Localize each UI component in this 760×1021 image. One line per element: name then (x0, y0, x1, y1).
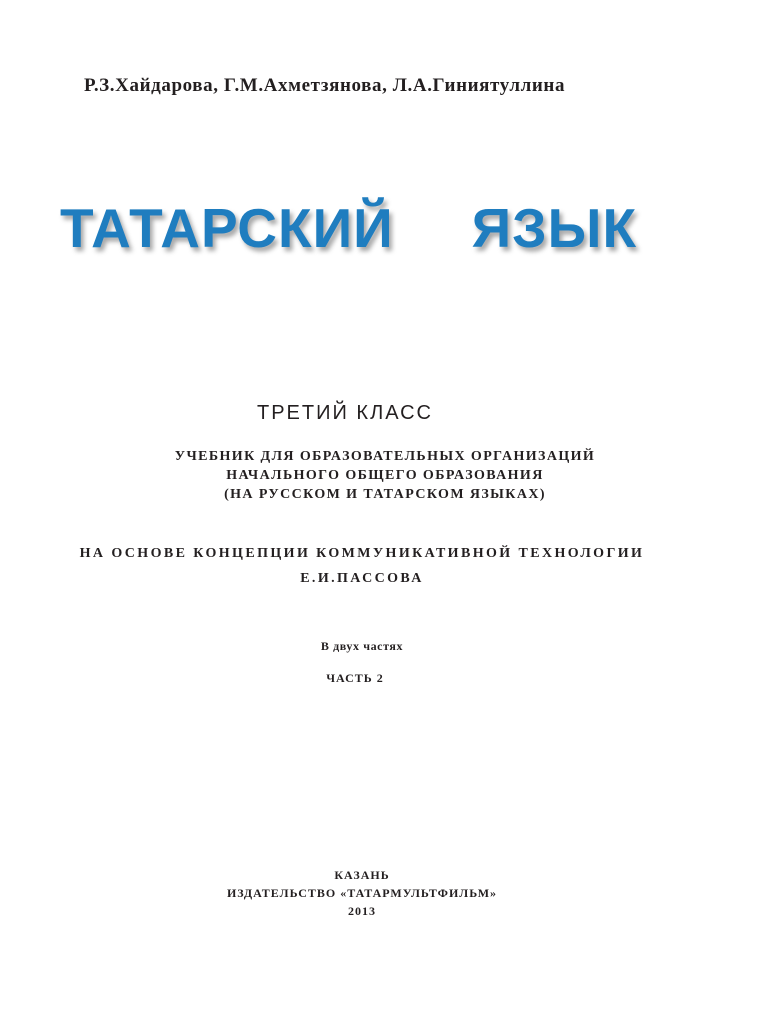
textbook-line-3: (НА РУССКОМ И ТАТАРСКОМ ЯЗЫКАХ) (224, 487, 546, 502)
authors: Р.З.Хайдарова, Г.М.Ахметзянова, Л.А.Гиниятуллина (84, 75, 566, 96)
publisher-block (0, 866, 724, 920)
book-title-word-1: ТАТАРСКИЙ (60, 197, 394, 259)
textbook-line-1: УЧЕБНИК ДЛЯ ОБРАЗОВАТЕЛЬНЫХ ОРГАНИЗАЦИЙ (174, 449, 596, 464)
parts-note: В двух частях (320, 639, 404, 653)
book-title-word-2: ЯЗЫК (471, 197, 638, 259)
grade-label: ТРЕТИЙ КЛАСС (257, 402, 433, 424)
book-title (60, 196, 637, 260)
textbook-line-2: НАЧАЛЬНОГО ОБЩЕГО ОБРАЗОВАНИЯ (226, 468, 544, 483)
publisher-year: 2013 (348, 904, 376, 918)
part-number: ЧАСТЬ 2 (326, 671, 384, 685)
textbook-description (0, 447, 760, 504)
publisher-city: КАЗАНЬ (334, 868, 390, 882)
concept-line-2: Е.И.ПАССОВА (300, 571, 424, 586)
concept-description (0, 541, 724, 591)
concept-line-1: НА ОСНОВЕ КОНЦЕПЦИИ КОММУНИКАТИВНОЙ ТЕХНОЛОГИИ (79, 546, 645, 561)
publisher-name: ИЗДАТЕЛЬСТВО «ТАТАРМУЛЬТФИЛЬМ» (226, 886, 498, 900)
